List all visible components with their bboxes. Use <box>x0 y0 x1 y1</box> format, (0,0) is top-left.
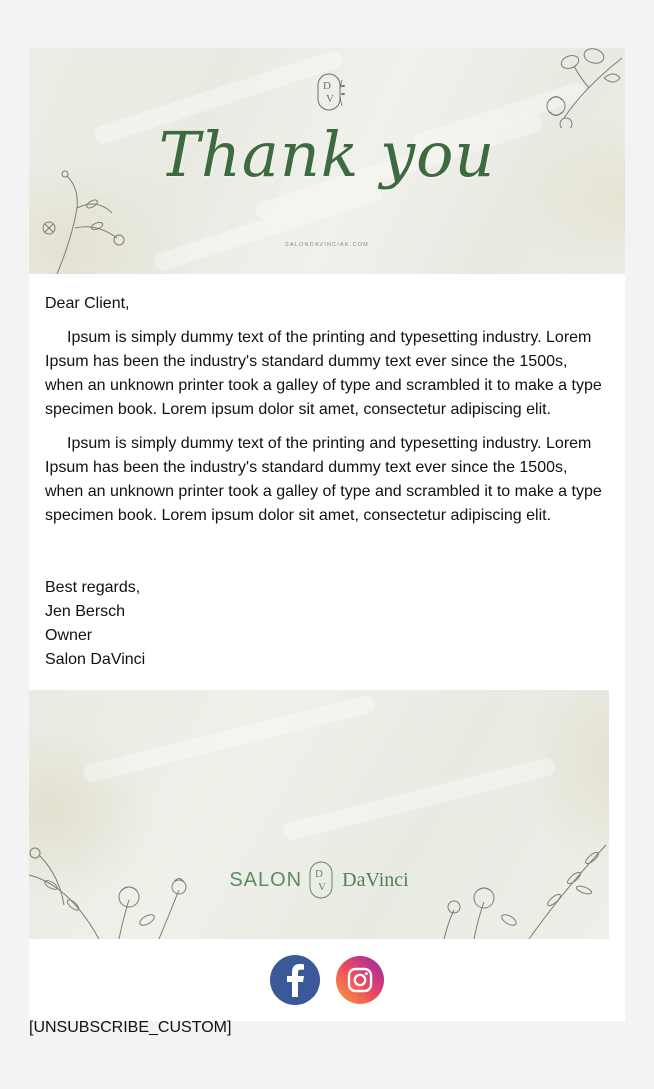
svg-text:V: V <box>318 881 327 893</box>
unsubscribe-link[interactable]: [UNSUBSCRIBE_CUSTOM] <box>29 1019 232 1036</box>
dv-monogram-logo <box>316 72 346 112</box>
svg-text:D: D <box>315 868 324 880</box>
paragraph: Ipsum is simply dummy text of the printing and typesetting industry. Lorem Ipsum has been the industry's standard dummy text ever since the 1500s, when an unknown printer took a galley of type and scrambled it to make a type specimen book. Lorem ipsum dolor sit amet, consectetur adipiscing elit. <box>45 329 602 418</box>
paragraph: Ipsum is simply dummy text of the printing and typesetting industry. Lorem Ipsum has been the industry's standard dummy text ever since the 1500s, when an unknown printer took a galley of type and scrambled it to make a type specimen book. Lorem ipsum dolor sit amet, consectetur adipiscing elit. <box>45 435 602 524</box>
site-url: SALONDAVINCIAK.COM <box>285 242 369 248</box>
floral-decoration-icon <box>534 48 625 128</box>
thank-you-heading: Thank you <box>158 118 496 191</box>
closing: Best regards, <box>45 579 141 596</box>
facebook-link[interactable] <box>270 955 320 1005</box>
thank-you-banner <box>29 48 625 274</box>
svg-text:D: D <box>323 80 331 92</box>
dv-monogram-logo <box>308 860 336 900</box>
greeting: Dear Client, <box>45 295 130 312</box>
signature-block <box>45 576 609 682</box>
salon-brand-logo <box>29 860 609 900</box>
signer-company: Salon DaVinci <box>45 651 146 668</box>
facebook-icon <box>270 955 320 1005</box>
svg-text:V: V <box>326 93 334 105</box>
signer-role: Owner <box>45 627 93 644</box>
instagram-link[interactable] <box>336 956 384 1004</box>
salon-footer-banner <box>29 690 609 939</box>
email-container <box>29 48 625 1021</box>
letter-body <box>29 274 625 682</box>
instagram-icon <box>336 956 384 1004</box>
brand-salon-text: SALON <box>229 868 303 891</box>
brand-davinci-text: DaVinci <box>342 868 409 891</box>
signer-name: Jen Bersch <box>45 603 126 620</box>
social-links <box>29 939 625 1021</box>
